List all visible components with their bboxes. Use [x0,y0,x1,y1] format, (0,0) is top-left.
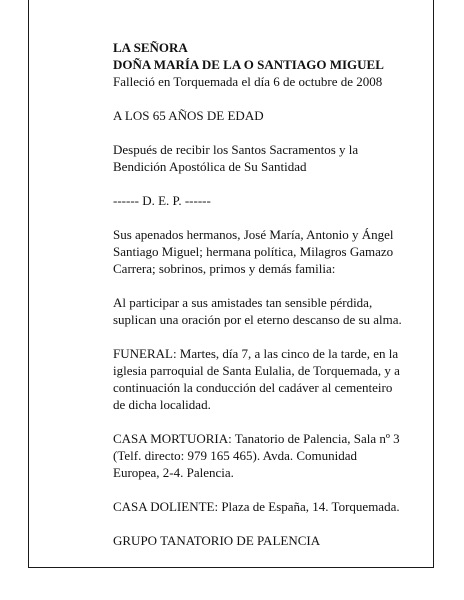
age-line: A LOS 65 AÑOS DE EDAD [113,108,264,123]
obituary-notice [113,39,423,549]
title-line-1: LA SEÑORA [113,40,188,55]
funeral-line-1: FUNERAL: Martes, día 7, a las cinco de la tarde, en la [113,346,399,361]
title-line-2: DOÑA MARÍA DE LA O SANTIAGO MIGUEL [113,57,384,72]
prayer-line-2: suplican una oración por el eterno descanso de su alma. [113,312,402,327]
sacraments-line-1: Después de recibir los Santos Sacramentos y la [113,142,359,157]
funeral-line-2: iglesia parroquial de Santa Eulalia, de Torquemada, y a [113,363,400,378]
mortuary-line-2: (Telf. directo: 979 165 465). Avda. Comunidad [113,448,357,463]
mortuary-line-3: Europea, 2-4. Palencia. [113,465,234,480]
mortuary-line-1: CASA MORTUORIA: Tanatorio de Palencia, Sala nº 3 [113,431,400,446]
funeral-line-4: de dicha localidad. [113,397,211,412]
company-line: GRUPO TANATORIO DE PALENCIA [113,533,321,548]
family-line-2: Santiago Miguel; hermana política, Milagros Gamazo [113,244,394,259]
sacraments-line-2: Bendición Apostólica de Su Santidad [113,159,307,174]
prayer-line-1: Al participar a sus amistades tan sensible pérdida, [113,295,373,310]
family-line-3: Carrera; sobrinos, primos y demás familia: [113,261,336,276]
mourning-house-line: CASA DOLIENTE: Plaza de España, 14. Torquemada. [113,499,400,514]
family-line-1: Sus apenados hermanos, José María, Antonio y Ángel [113,227,394,242]
death-line: Falleció en Torquemada el día 6 de octubre de 2008 [113,74,383,89]
funeral-line-3: continuación la conducción del cadáver al cementeiro [113,380,393,395]
rip-line: ------ D. E. P. ------ [113,193,211,208]
